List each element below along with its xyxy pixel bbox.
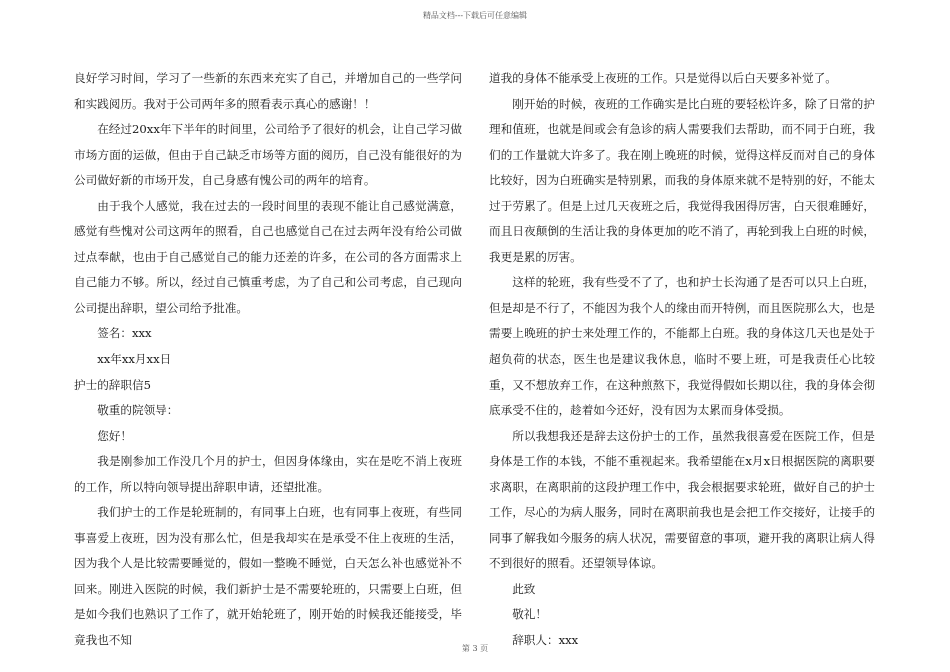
paragraph-rotation: 这样的轮班，我有些受不了了，也和护士长沟通了是否可以只上白班，但是却是不行了，不能因为我个人的缘由而开特例，而且医院那么大，也是需要上晚班的护士来处理工作的，不能都上白班。我的身体这几天也是处于超负荷的状态，医生也是建议我休息，临时不要上班，可是我责任心比较重，又不想放弃工作，在这种煎熬下，我觉得假如长期以往，我的身体会彻底承受不住的，趁着如今还好，没有因为太累而身体受损。 <box>489 275 875 418</box>
paragraph-shift-work: 我们护士的工作是轮班制的，有同事上白班，也有同事上夜班，有些同事喜爱上夜班，因为没有那么忙，但是我却实在是承受不住上夜班的生活，因为我个人是比较需要睡觉的，假如一整晚不睡觉，白天怎么补也感觉补不回来。刚进入医院的时候，我们新护士是不需要轮班的，只需要上白班，但是如今我们也熟识了工作了，就开始轮班了，刚开始的时候我还能接受，毕竟我也不知 <box>74 505 462 648</box>
page-header: 精品文档---下载后可任意编辑 <box>422 11 528 20</box>
left-column <box>74 66 462 654</box>
date-line: xx年xx月xx日 <box>97 352 172 367</box>
paragraph-continuation: 道我的身体不能承受上夜班的工作。只是觉得以后白天要多补觉了。 <box>489 71 837 85</box>
section-title: 护士的辞职信5 <box>74 377 151 392</box>
closing-regards: 此致 <box>512 581 536 596</box>
greeting: 您好！ <box>97 428 132 443</box>
paragraph-continuation: 良好学习时间，学习了一些新的东西来充实了自己，并增加自己的一些学问和实践阅历。我对于公司两年多的照看表示真心的感谢！！ <box>74 71 462 111</box>
page-number: 第 3 页 <box>461 644 489 653</box>
paragraph-decision: 所以我想我还是辞去这份护士的工作，虽然我很喜爱在医院工作，但是身体是工作的本钱，不能不重视起来。我希望能在x月x日根据医院的离职要求离职，在离职前的这段护理工作中，我会根据要求轮班，做好自己的护士工作，尽心的为病人服务，同时在离职前我也是会把工作交接好，让接手的同事了解我如今服务的病人状况，需要留意的事项，避开我的离职让病人得不到很好的照看。还望领导体谅。 <box>489 428 875 571</box>
salutation: 敬重的院领导： <box>97 403 179 418</box>
resigner-signature: 辞职人：xxx <box>512 633 579 648</box>
right-column <box>489 66 875 654</box>
paragraph-intro: 我是刚参加工作没几个月的护士，但因身体缘由，实在是吃不消上夜班的工作，所以特向领导提出辞职申请，还望批准。 <box>74 454 462 494</box>
paragraph-market-experience: 在经过20xx年下半年的时间里，公司给予了很好的机会，让自己学习做市场方面的运做，但由于自己缺乏市场等方面的阅历，自己没有能很好的为公司做好新的市场开发，自己身感有愧公司的两年的培育。 <box>74 122 462 188</box>
signature-line: 签名：xxx <box>97 326 152 341</box>
closing-salute: 敬礼！ <box>512 607 547 622</box>
paragraph-night-shift: 刚开始的时候，夜班的工作确实是比白班的要轻松许多，除了日常的护理和值班，也就是间或会有急诊的病人需要我们去帮助，而不同于白班，我们的工作量就大许多了。我在刚上晚班的时候，觉得这样反而对自己的身体比较好，因为白班确实是特别累，而我的身体原来就不是特别的好，不能太过于劳累了。但是上过几天夜班之后，我觉得我困得厉害，白天很难睡好，而且日夜颠倒的生活让我的身体更加的吃不消了，再轮到我上白班的时候，我更是累的厉害。 <box>489 96 875 264</box>
paragraph-resignation-reason: 由于我个人感觉，我在过去的一段时间里的表现不能让自己感觉满意，感觉有些愧对公司这两年的照看，自己也感觉自己在过去两年没有给公司做过点奉献，也由于自己感觉自己的能力还差的许多，在公司的各方面需求上自己能力不够。所以，经过自己慎重考虑，为了自己和公司考虑，自己现向公司提出辞职，望公司给予批准。 <box>74 198 462 315</box>
